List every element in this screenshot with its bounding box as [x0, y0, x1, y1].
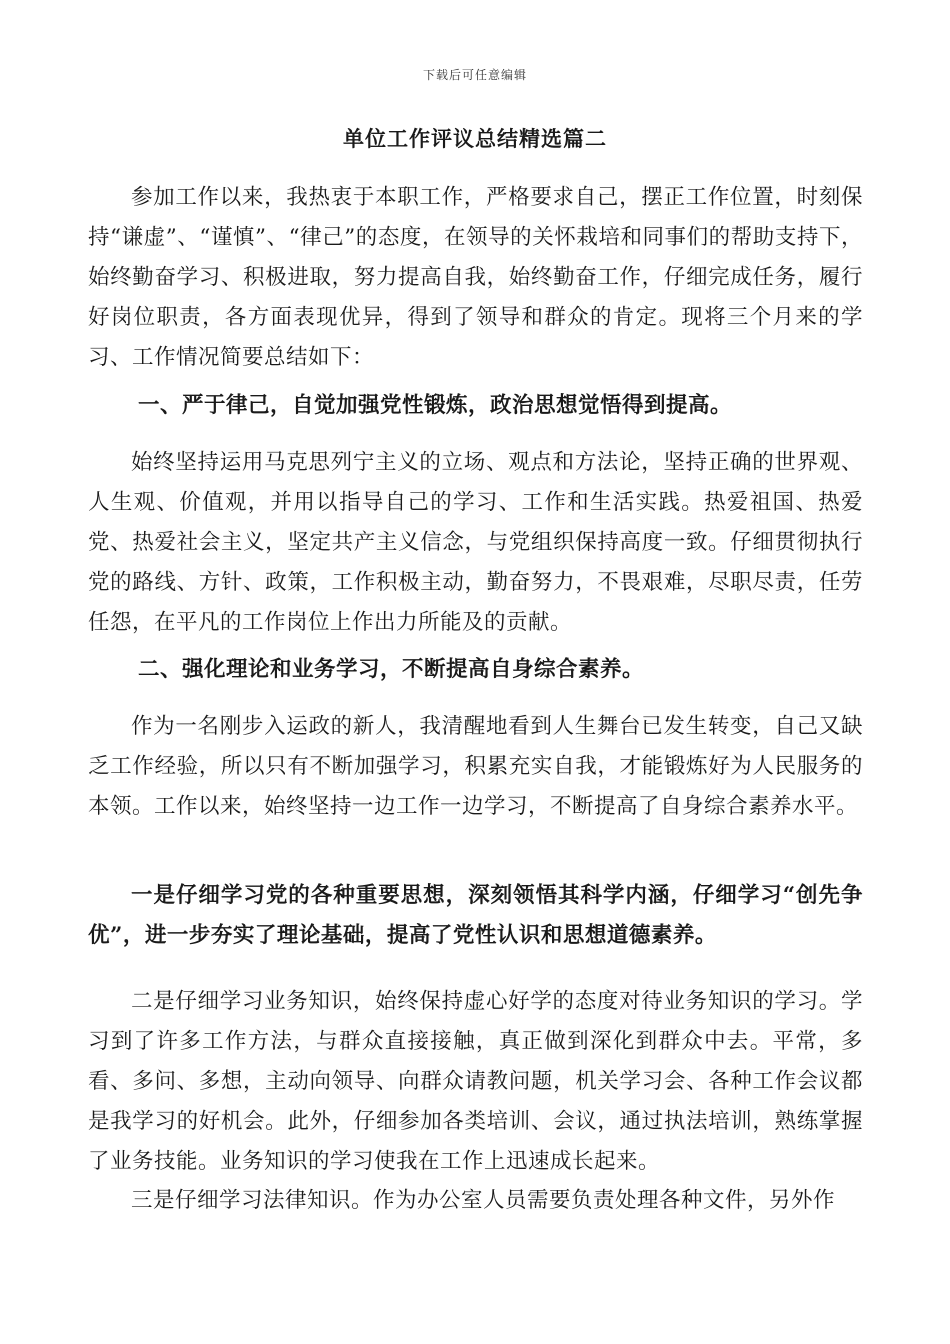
section-heading-2: 二、强化理论和业务学习，不断提高自身综合素养。 — [138, 657, 645, 682]
paragraph-3: 一是仔细学习党的各种重要思想，深刻领悟其科学内涵，仔细学习“创先争优”，进一步夯实了理论基础，提高了党性认识和思想道德素养。 — [88, 883, 863, 948]
section-heading-1: 一、严于律己，自觉加强党性锻炼，政治思想觉悟得到提高。 — [138, 393, 733, 418]
header-note: 下载后可任意编辑 — [422, 68, 527, 82]
document-title: 单位工作评议总结精选篇二 — [343, 126, 607, 151]
paragraph-5: 三是仔细学习法律知识。作为办公室人员需要负责处理各种文件，另外作 — [131, 1188, 836, 1213]
intro-paragraph: 参加工作以来，我热衷于本职工作，严格要求自己，摆正工作位置，时刻保持“谦虚”、“谨慎”、“律己”的态度，在领导的关怀栽培和同事们的帮助支持下，始终勤奋学习、积极进取，努力提高自我，始终勤奋工作，仔细完成任务，履行好岗位职责，各方面表现优异，得到了领导和群众的肯定。现将三个月来的学习、工作情况简要总结如下： — [88, 185, 863, 370]
paragraph-4: 二是仔细学习业务知识，始终保持虚心好学的态度对待业务知识的学习。学习到了许多工作方法，与群众直接接触，真正做到深化到群众中去。平常，多看、多问、多想，主动向领导、向群众请教问题，机关学习会、各种工作会议都是我学习的好机会。此外，仔细参加各类培训、会议，通过执法培训，熟练掌握了业务技能。业务知识的学习使我在工作上迅速成长起来。 — [88, 989, 863, 1174]
paragraph-2: 作为一名刚步入运政的新人，我清醒地看到人生舞台已发生转变，自己又缺乏工作经验，所以只有不断加强学习，积累充实自我，才能锻炼好为人民服务的本领。工作以来，始终坚持一边工作一边学习，不断提高了自身综合素养水平。 — [88, 714, 863, 819]
paragraph-1: 始终坚持运用马克思列宁主义的立场、观点和方法论，坚持正确的世界观、人生观、价值观，并用以指导自己的学习、工作和生活实践。热爱祖国、热爱党、热爱社会主义，坚定共产主义信念，与党组织保持高度一致。仔细贯彻执行党的路线、方针、政策，工作积极主动，勤奋努力，不畏艰难，尽职尽责，任劳任怨，在平凡的工作岗位上作出力所能及的贡献。 — [88, 450, 863, 635]
